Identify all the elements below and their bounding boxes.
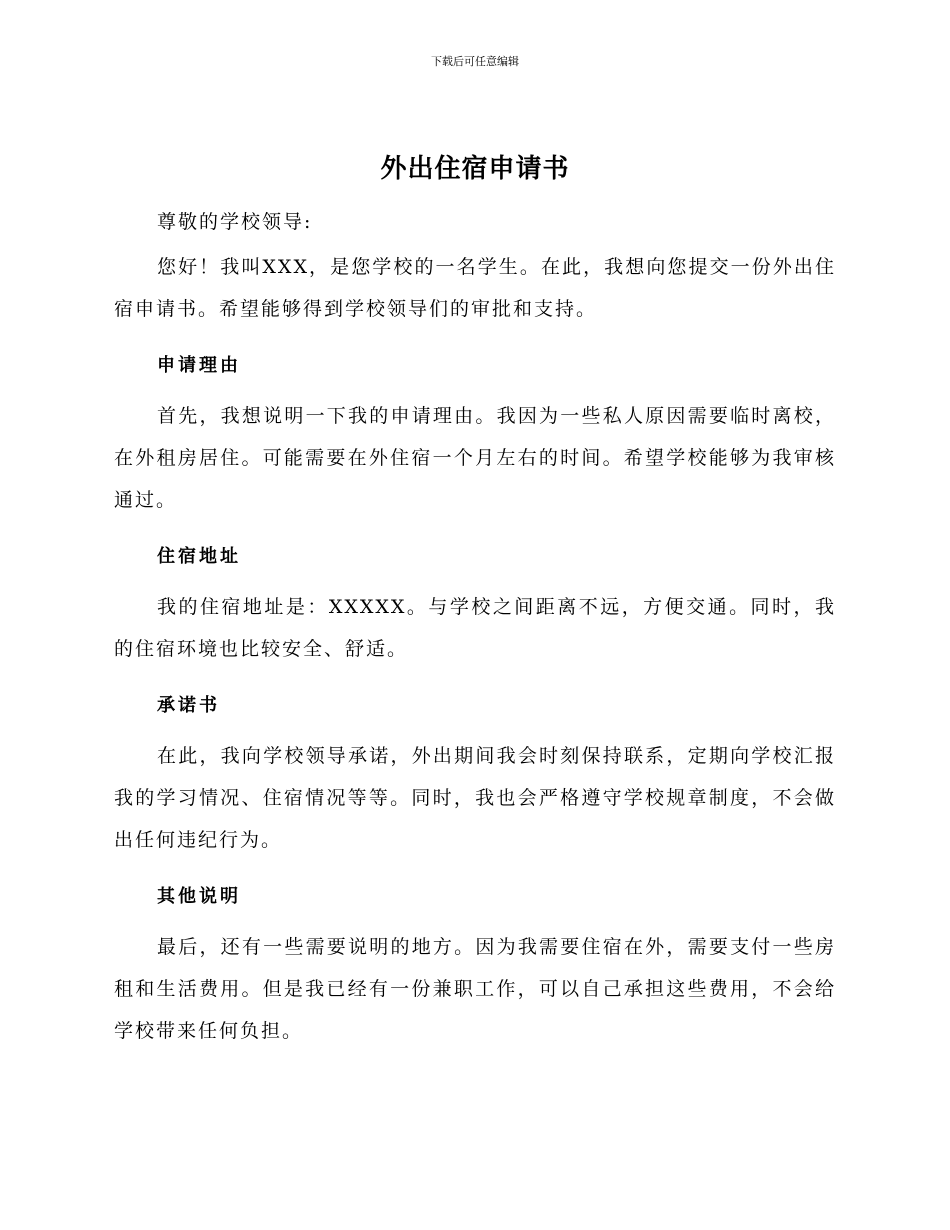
section-body-reason: 首先，我想说明一下我的申请理由。我因为一些私人原因需要临时离校，在外租房居住。可能需要在外住宿一个月左右的时间。希望学校能够为我审核通过。	[114, 405, 836, 511]
section-heading-pledge: 承诺书	[157, 695, 220, 716]
section-body-pledge: 在此，我向学校领导承诺，外出期间我会时刻保持联系，定期向学校汇报我的学习情况、住宿情况等等。同时，我也会严格遵守学校规章制度，不会做出任何违纪行为。	[114, 745, 836, 851]
section-heading-reason: 申请理由	[157, 355, 241, 376]
salutation: 尊敬的学校领导:	[157, 211, 313, 233]
page-header-note: 下载后可任意编辑	[431, 55, 519, 68]
section-heading-address: 住宿地址	[157, 546, 241, 567]
section-heading-other: 其他说明	[157, 886, 241, 907]
section-body-address: 我的住宿地址是：XXXXX。与学校之间距离不远，方便交通。同时，我的住宿环境也比较安全、舒适。	[114, 596, 836, 660]
document-body	[114, 147, 836, 1067]
intro-paragraph: 您好！我叫XXX，是您学校的一名学生。在此，我想向您提交一份外出住宿申请书。希望能够得到学校领导们的审批和支持。	[114, 256, 836, 320]
section-body-other: 最后，还有一些需要说明的地方。因为我需要住宿在外，需要支付一些房租和生活费用。但是我已经有一份兼职工作，可以自己承担这些费用，不会给学校带来任何负担。	[114, 936, 836, 1042]
document-title: 外出住宿申请书	[380, 154, 570, 184]
